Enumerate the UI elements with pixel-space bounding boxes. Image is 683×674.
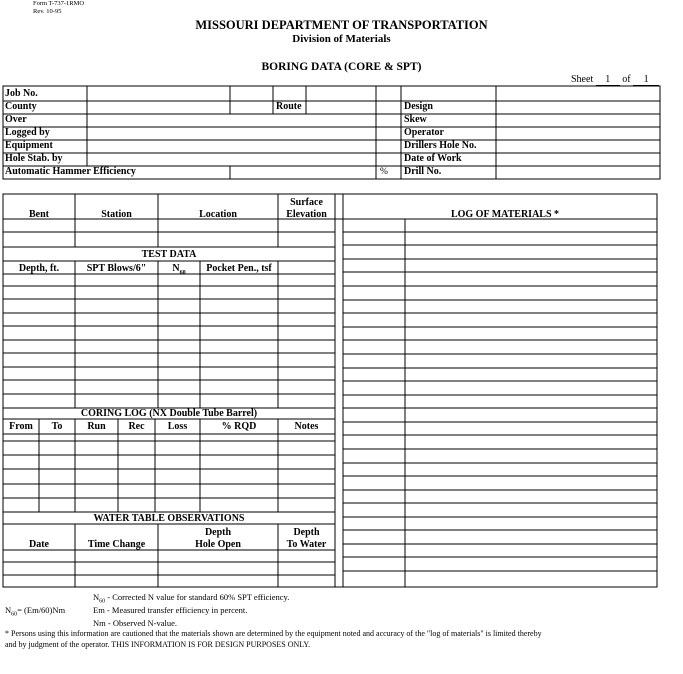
label-spt-blows: SPT Blows/6" — [86, 263, 147, 274]
label-hammer-efficiency: Automatic Hammer Efficiency — [5, 166, 136, 177]
label-from: From — [9, 421, 33, 432]
label-run: Run — [87, 421, 106, 432]
footnote-em: Em - Measured transfer efficiency in percent. — [93, 605, 248, 615]
label-hole-stab-by: Hole Stab. by — [5, 153, 63, 164]
footnote-nm: Nm - Observed N-value. — [93, 618, 178, 628]
label-logged-by: Logged by — [5, 127, 50, 138]
sheet-total: 1 — [633, 74, 659, 86]
label-rqd: % RQD — [221, 421, 257, 432]
test-data-title: TEST DATA — [141, 249, 197, 260]
footnote-caution-1: * Persons using this information are cautioned that the materials shown are determined by the equipment noted and accuracy of the "log of materials" is limited thereby — [5, 629, 542, 638]
label-operator: Operator — [404, 127, 444, 138]
label-over: Over — [5, 114, 27, 125]
label-to: To — [51, 421, 63, 432]
label-depth-2: Depth — [293, 527, 320, 538]
label-county: County — [5, 101, 37, 112]
footnote-caution-2: and by judgment of the operator. THIS INFORMATION IS FOR DESIGN PURPOSES ONLY. — [5, 640, 311, 649]
label-drillers-hole-no: Drillers Hole No. — [404, 140, 477, 151]
label-pocket-pen: Pocket Pen., tsf — [206, 263, 272, 274]
label-n60: $N_{60}$ — [172, 263, 186, 276]
percent-sign: % — [380, 167, 388, 177]
division-title: Division of Materials — [292, 33, 391, 45]
label-loss: Loss — [167, 421, 188, 432]
water-table-title: WATER TABLE OBSERVATIONS — [93, 513, 245, 524]
label-design: Design — [404, 101, 433, 112]
label-station: Station — [101, 209, 132, 220]
label-skew: Skew — [404, 114, 427, 125]
label-bent: Bent — [29, 209, 49, 220]
label-depth-ft: Depth, ft. — [18, 263, 60, 274]
footnote-n60: $N_{60}$ - Corrected N value for standard 60% SPT efficiency. — [93, 592, 290, 605]
label-date: Date — [29, 539, 49, 550]
label-log-of-materials: LOG OF MATERIALS * — [450, 209, 560, 220]
sheet-number: 1 — [596, 74, 620, 86]
label-drill-no: Drill No. — [404, 166, 442, 177]
label-surface: Surface — [290, 197, 323, 208]
label-notes: Notes — [294, 421, 319, 432]
form-title: BORING DATA (CORE & SPT) — [261, 61, 422, 73]
label-equipment: Equipment — [5, 140, 53, 151]
agency-title: MISSOURI DEPARTMENT OF TRANSPORTATION — [195, 18, 488, 32]
label-route: Route — [276, 101, 302, 112]
footnote-formula: $N_{60}= (Em/60)Nm$ — [5, 605, 66, 618]
sheet-indicator: Sheet 1 of 1 — [571, 74, 659, 86]
label-depth-1: Depth — [204, 527, 232, 538]
label-to-water: To Water — [286, 539, 327, 550]
label-elevation: Elevation — [286, 209, 327, 220]
label-location: Location — [199, 209, 237, 220]
label-time-change: Time Change — [87, 539, 146, 550]
label-rec: Rec — [128, 421, 145, 432]
label-job-no: Job No. — [5, 88, 38, 99]
label-hole-open: Hole Open — [195, 539, 241, 550]
coring-log-title: CORING LOG (NX Double Tube Barrel) — [80, 408, 258, 419]
label-date-of-work: Date of Work — [404, 153, 462, 164]
form-number: Form T-737-1RMO Rev. 10-95 — [33, 0, 85, 15]
